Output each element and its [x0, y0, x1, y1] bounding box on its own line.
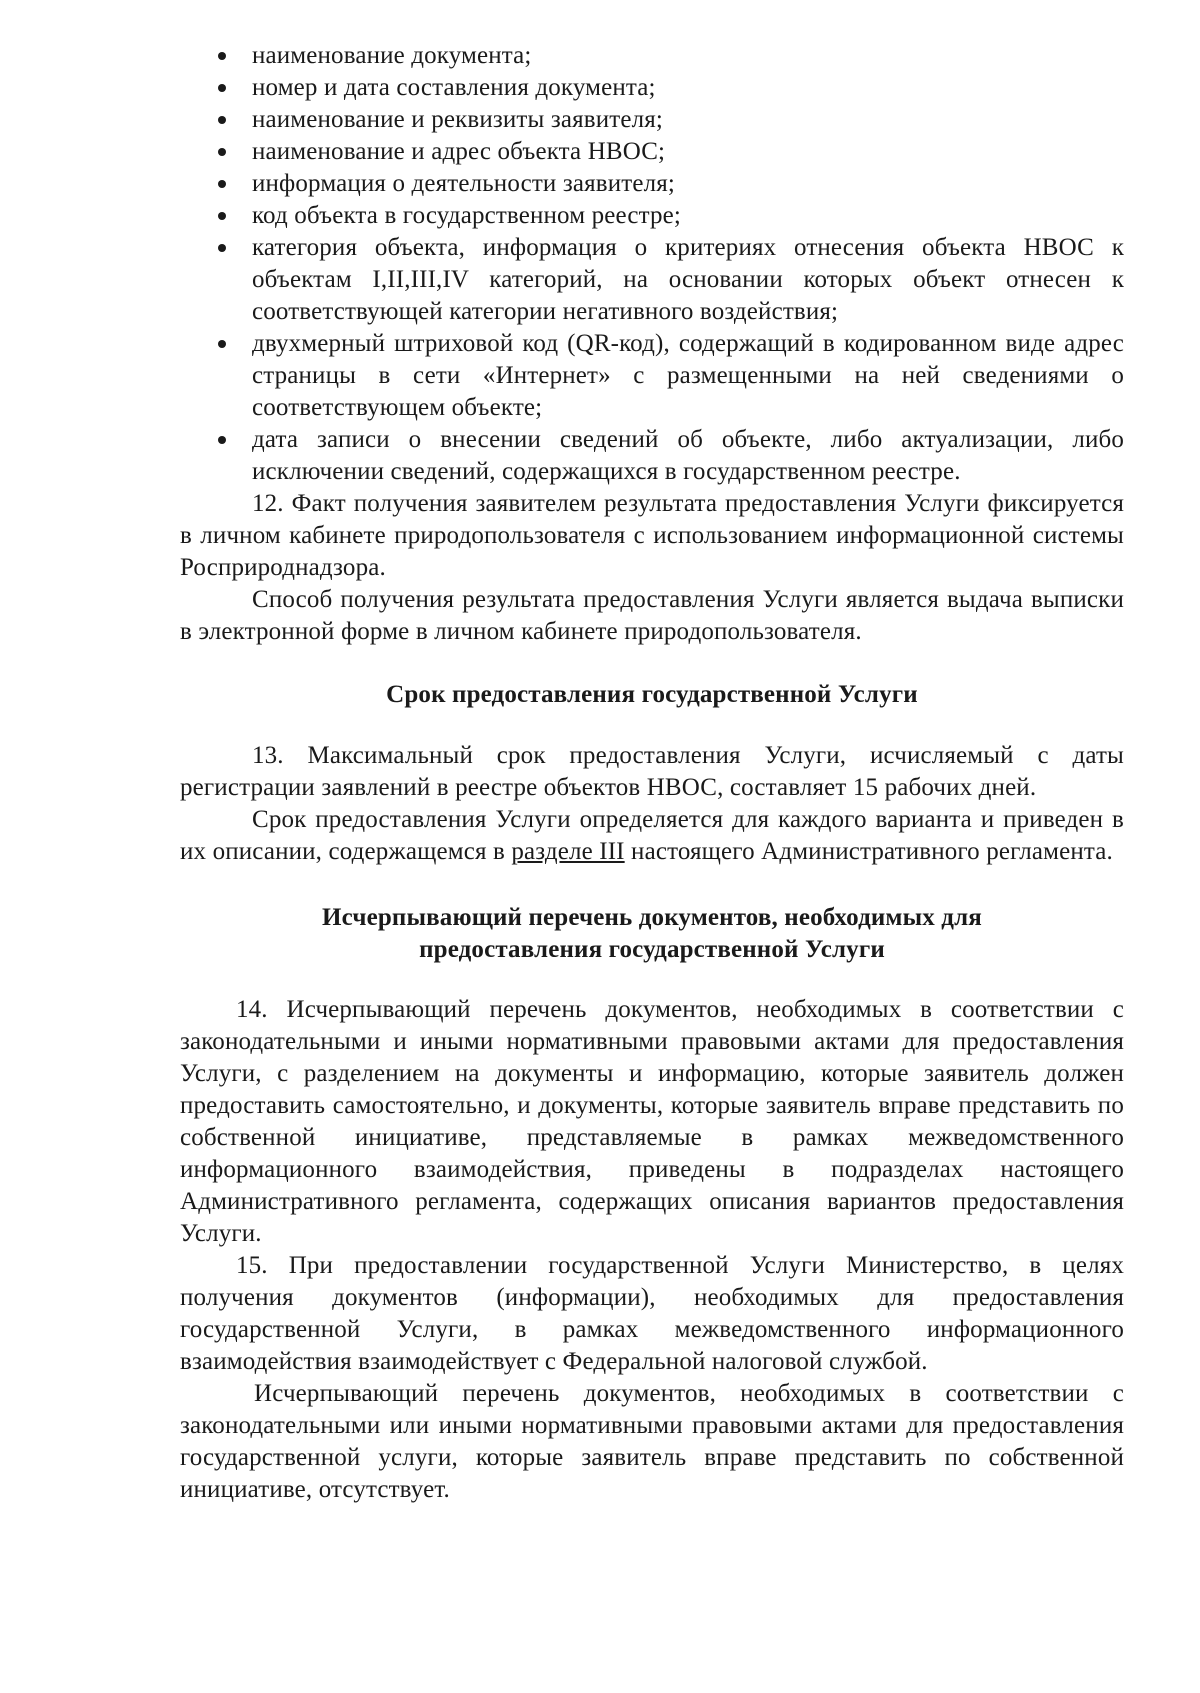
- paragraph-15-documents-absent: Исчерпывающий перечень документов, необходимых в соответствии с законодательными или иными нормативными правовыми актами для предоставления государственной услуги, которые заявитель вправе представить по собственной инициативе, отсутствует.: [180, 1380, 1124, 1503]
- paragraph-text: настоящего Административного регламента.: [624, 838, 1113, 865]
- section-iii-link[interactable]: разделе III: [511, 838, 625, 865]
- list-item-text: номер и дата составления документа;: [252, 74, 656, 101]
- paragraph-14: 14. Исчерпывающий перечень документов, необходимых в соответствии с законодательными и иными нормативными правовыми актами для предоставления Услуги, с разделением на документы и информацию, которые заявитель должен предоставить самостоятельно, и документы, которые заявитель вправе представить по собственной инициативе, представляемые в рамках межведомственного информационного взаимодействия, приведены в подразделах настоящего Административного регламента, содержащих описания вариантов предоставления Услуги.: [180, 996, 1124, 1247]
- bullet-icon: [218, 116, 226, 124]
- paragraph-13: 13. Максимальный срок предоставления Услуги, исчисляемый с даты регистрации заявлений в реестре объектов НВОС, составляет 15 рабочих дней.: [180, 742, 1124, 801]
- bullet-icon: [218, 244, 226, 252]
- heading-line: Исчерпывающий перечень документов, необходимых для: [322, 904, 982, 931]
- document-body: [180, 40, 1124, 1506]
- paragraph-15: 15. При предоставлении государственной Услуги Министерство, в целях получения документов (информации), необходимых для предоставления государственной Услуги, в рамках межведомственного информационного взаимодействия взаимодействует с Федеральной налоговой службой.: [180, 1252, 1124, 1375]
- bullet-icon: [218, 180, 226, 188]
- list-item: [180, 72, 1124, 104]
- section-heading-term: Срок предоставления государственной Услуги: [386, 681, 918, 708]
- paragraph-12-result-method: Способ получения результата предоставления Услуги является выдача выписки в электронной форме в личном кабинете природопользователя.: [180, 586, 1124, 645]
- list-item: [180, 136, 1124, 168]
- list-item-text: информация о деятельности заявителя;: [252, 170, 675, 197]
- paragraph-text: Срок предоставления Услуги определяется для каждого варианта и приведен в их описании, содержащемся в: [180, 806, 1124, 865]
- bullet-icon: [218, 436, 226, 444]
- paragraph-12: 12. Факт получения заявителем результата предоставления Услуги фиксируется в личном кабинете природопользователя с использованием информационной системы Росприроднадзора.: [180, 490, 1124, 581]
- list-item: [180, 424, 1124, 488]
- list-item-text: наименование и реквизиты заявителя;: [252, 106, 663, 133]
- list-item: [180, 328, 1124, 424]
- paragraph-13-term-variants: [180, 804, 1124, 868]
- list-item: [180, 104, 1124, 136]
- list-item-text: наименование документа;: [252, 42, 532, 69]
- bullet-icon: [218, 148, 226, 156]
- bullet-icon: [218, 340, 226, 348]
- bullet-icon: [218, 84, 226, 92]
- list-item-text: двухмерный штриховой код (QR-код), содержащий в кодированном виде адрес страницы в сети «Интернет» с размещенными на ней сведениями о соответствующем объекте;: [252, 330, 1124, 421]
- list-item: [180, 200, 1124, 232]
- heading-line: предоставления государственной Услуги: [419, 936, 885, 963]
- section-heading-documents: [180, 902, 1124, 966]
- result-contents-list: [180, 40, 1124, 488]
- list-item: [180, 40, 1124, 72]
- bullet-icon: [218, 212, 226, 220]
- list-item-text: наименование и адрес объекта НВОС;: [252, 138, 666, 165]
- list-item: [180, 232, 1124, 328]
- list-item-text: код объекта в государственном реестре;: [252, 202, 681, 229]
- list-item: [180, 168, 1124, 200]
- bullet-icon: [218, 52, 226, 60]
- list-item-text: дата записи о внесении сведений об объекте, либо актуализации, либо исключении сведений, содержащихся в государственном реестре.: [252, 426, 1124, 485]
- list-item-text: категория объекта, информация о критериях отнесения объекта НВОС к объектам I,II,III,IV категорий, на основании которых объект отнесен к соответствующей категории негативного воздействия;: [252, 234, 1124, 325]
